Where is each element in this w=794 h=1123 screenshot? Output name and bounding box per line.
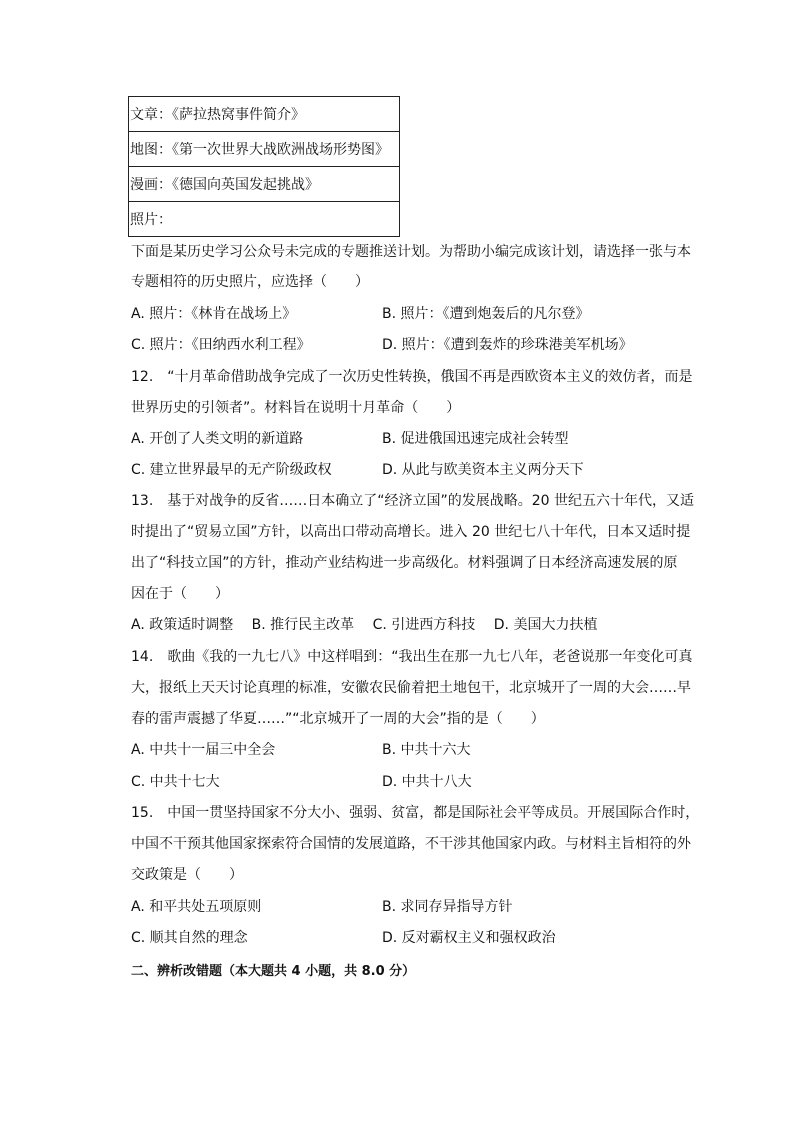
section-heading: 二、辨析改错题（本大题共 4 小题，共 8.0 分） — [131, 964, 416, 979]
topic-plan-table — [128, 96, 400, 237]
q11-option-d: D. 照片：《遭到轰炸的珍珠港美军机场》 — [382, 337, 633, 353]
q12-option-b: B. 促进俄国迅速完成社会转型 — [382, 431, 569, 447]
q14-option-b: B. 中共十六大 — [382, 742, 471, 758]
table-row — [129, 97, 400, 132]
table-row — [129, 202, 400, 237]
q15-option-a: A. 和平共处五项原则 — [131, 899, 262, 915]
q15-option-c: C. 顺其自然的理念 — [131, 930, 248, 946]
table-cell: 文章：《萨拉热窝事件简介》 — [129, 97, 400, 132]
q12-option-c: C. 建立世界最早的无产阶级政权 — [131, 462, 332, 478]
q11-stem-line: 下面是某历史学习公众号未完成的专题推送计划。为帮助小编完成该计划，请选择一张与本 — [131, 244, 691, 260]
table-row — [129, 132, 400, 167]
q13-stem-line: 因在于（ ） — [131, 586, 229, 602]
table-cell: 漫画：《德国向英国发起挑战》 — [129, 167, 400, 202]
q14-option-c: C. 中共十七大 — [131, 774, 220, 790]
q15-stem-line: 交政策是（ ） — [131, 867, 243, 883]
q15-option-d: D. 反对霸权主义和强权政治 — [382, 930, 556, 946]
q14-stem-line: 大，报纸上天天讨论真理的标准，安徽农民偷着把土地包干，北京城开了一周的大会……早 — [131, 680, 691, 696]
q13-stem-line: 13. 基于对战争的反省……日本确立了“经济立国”的发展战略。20 世纪五六十年代，又适 — [131, 493, 695, 509]
q11-option-a: A. 照片：《林肯在战场上》 — [131, 306, 297, 322]
q15-option-b: B. 求同存异指导方针 — [382, 899, 513, 915]
table-cell: 地图：《第一次世界大战欧洲战场形势图》 — [129, 132, 400, 167]
q12-stem-line: 12. “十月革命借助战争完成了一次历史性转换，俄国不再是西欧资本主义的效仿者，而是 — [131, 369, 693, 385]
table-cell: 照片： — [129, 202, 400, 237]
q14-stem-line: 14. 歌曲《我的一九七八》中这样唱到：“我出生在那一九七八年，老爸说那一年变化可真 — [131, 649, 693, 665]
table-row — [129, 167, 400, 202]
q15-stem-line: 15. 中国一贯坚持国家不分大小、强弱、贫富，都是国际社会平等成员。开展国际合作时， — [131, 805, 700, 821]
q12-option-a: A. 开创了人类文明的新道路 — [131, 431, 304, 447]
q13-stem-line: 出了“科技立国”的方针，推动产业结构进一步高级化。材料强调了日本经济高速发展的原 — [131, 555, 678, 571]
q11-option-b: B. 照片：《遭到炮轰后的凡尔登》 — [382, 306, 590, 322]
q12-option-d: D. 从此与欧美资本主义两分天下 — [382, 462, 584, 478]
q11-option-c: C. 照片：《田纳西水利工程》 — [131, 337, 311, 353]
q12-stem-line: 世界历史的引领者”。材料旨在说明十月革命（ ） — [131, 400, 461, 416]
q11-stem-line: 专题相符的历史照片，应选择（ ） — [131, 274, 369, 290]
q14-stem-line: 春的雷声震撼了华夏……”“北京城开了一周的大会”指的是（ ） — [131, 711, 545, 727]
q13-options: A. 政策适时调整 B. 推行民主改革 C. 引进西方科技 D. 美国大力扶植 — [131, 617, 598, 633]
q13-stem-line: 时提出了“贸易立国”方针，以高出口带动高增长。进入 20 世纪七八十年代，日本又适时提 — [131, 524, 691, 540]
q14-option-d: D. 中共十八大 — [382, 774, 472, 790]
q15-stem-line: 中国不干预其他国家探索符合国情的发展道路，不干涉其他国家内政。与材料主旨相符的外 — [131, 836, 691, 852]
q14-option-a: A. 中共十一届三中全会 — [131, 742, 276, 758]
